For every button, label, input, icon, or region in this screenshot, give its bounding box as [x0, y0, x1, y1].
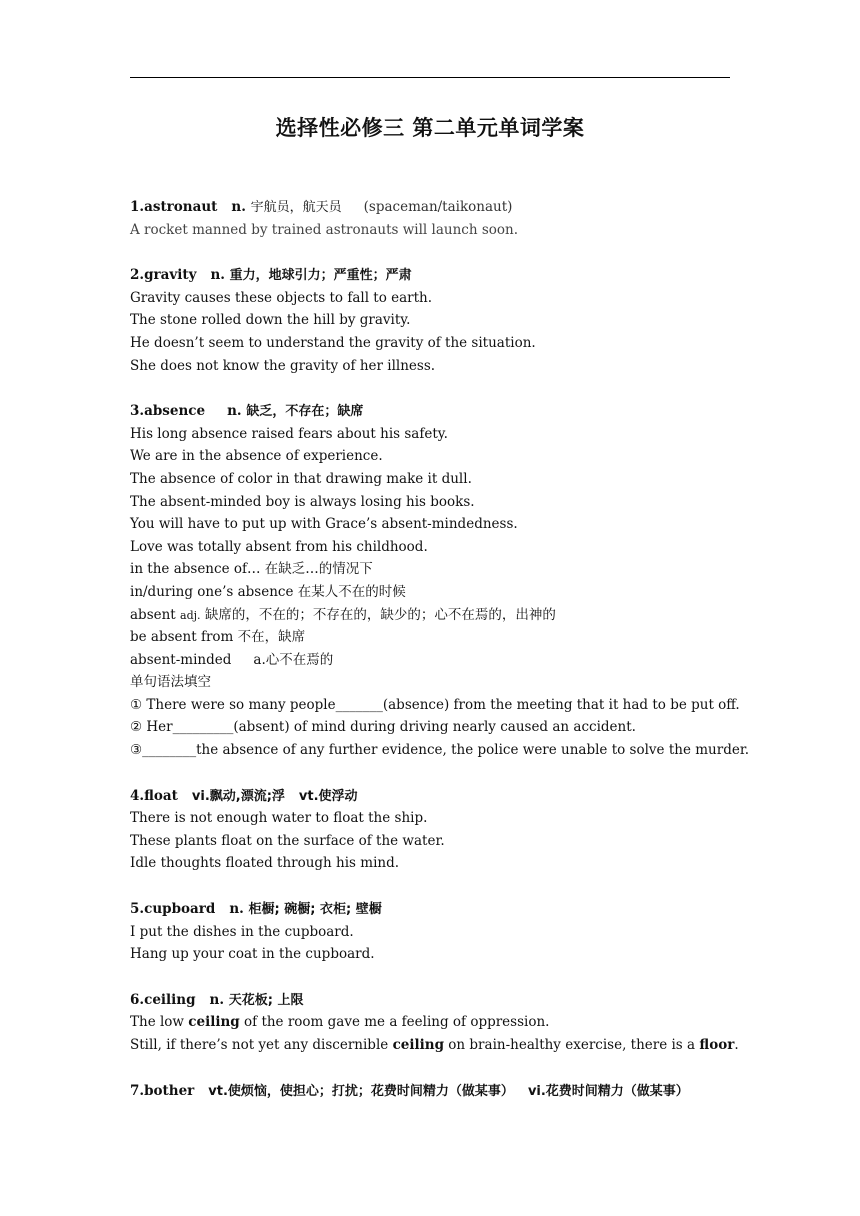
exercise-title: 单句语法填空	[130, 674, 211, 691]
entry-heading	[130, 196, 770, 219]
example-sentence: Idle thoughts floated through his mind.	[130, 855, 400, 872]
entry-absence	[130, 400, 770, 762]
example-sentence	[130, 1034, 770, 1057]
example-sentence: She does not know the gravity of her illness.	[130, 357, 436, 374]
phrase-meaning: 在某人不在的时候	[297, 583, 406, 600]
entry-heading	[130, 989, 770, 1012]
entry-pos-meaning: vt.使浮动	[298, 788, 358, 804]
entry-word: 6.ceiling	[130, 991, 196, 1008]
sentence-part: of the room gave me a feeling of oppression.	[239, 1014, 550, 1031]
sentence-part: Still, if there’s not yet any discernible	[130, 1037, 393, 1053]
sentence-part: The low	[130, 1014, 189, 1031]
phrase-line	[130, 558, 770, 581]
phrase: absent	[130, 606, 176, 623]
entry-word: 3.absence	[130, 403, 206, 420]
entry-float	[130, 785, 770, 875]
entry-pos: n.	[227, 403, 242, 420]
example-sentence: Love was totally absent from his childhood.	[130, 538, 428, 555]
entry-word: 2.gravity	[130, 267, 197, 284]
entry-meaning: 柜橱; 碗橱; 衣柜; 壁橱	[248, 902, 382, 918]
entry-word: 1.astronaut	[130, 199, 218, 215]
example-sentence: These plants float on the surface of the water.	[130, 832, 445, 849]
entry-pos: n.	[210, 267, 225, 284]
example-sentence: I put the dishes in the cupboard.	[130, 923, 354, 940]
phrase-meaning: 缺席的，不在的；不存在的，缺少的；心不在焉的，出神的	[204, 606, 556, 623]
phrase-meaning: 不在，缺席	[237, 629, 306, 646]
entry-heading	[130, 264, 770, 287]
phrase: in the absence of…	[130, 561, 261, 578]
sentence-part: .	[734, 1037, 739, 1053]
example-sentence: Hang up your coat in the cupboard.	[130, 946, 375, 963]
phrase: absent-minded	[130, 651, 232, 668]
entry-pos: n.	[209, 991, 225, 1008]
entry-meaning: 重力，地球引力；严重性；严肃	[229, 268, 412, 284]
example-sentence: Gravity causes these objects to fall to earth.	[130, 289, 433, 306]
entry-cupboard	[130, 898, 770, 966]
entry-pos-meaning: vt.使烦恼，使担心；打扰；花费时间精力（做某事）	[208, 1083, 514, 1099]
exercise-item: ② Her_________(absent) of mind during driving nearly caused an accident.	[130, 719, 636, 736]
entry-heading	[130, 785, 770, 808]
entry-word: 4.float	[130, 787, 178, 804]
keyword: floor	[699, 1037, 735, 1053]
example-sentence	[130, 1011, 770, 1034]
example-sentence: You will have to put up with Grace’s absent-mindedness.	[130, 516, 518, 533]
entry-gravity	[130, 264, 770, 377]
example-sentence: He doesn’t seem to understand the gravity of the situation.	[130, 334, 536, 351]
entry-heading	[130, 1080, 770, 1103]
entry-ceiling	[130, 989, 770, 1057]
example-sentence: The absence of color in that drawing make it dull.	[130, 470, 472, 487]
example-sentence: The stone rolled down the hill by gravity.	[130, 312, 411, 329]
phrase-line	[130, 604, 770, 627]
entry-astronaut	[130, 196, 770, 241]
phrase: in/during one’s absence	[130, 583, 294, 600]
exercise-item: ③________the absence of any further evidence, the police were unable to solve the murder.	[130, 742, 750, 759]
entry-bother	[130, 1080, 770, 1103]
example-sentence: The absent-minded boy is always losing his books.	[130, 493, 475, 510]
entry-word: 7.bother	[130, 1082, 195, 1099]
phrase-meaning: 在缺乏…的情况下	[264, 561, 373, 578]
phrase-pos: adj.	[180, 608, 201, 622]
vocab-list	[130, 196, 770, 1125]
exercise-item: ① There were so many people_______(absence) from the meeting that it had to be put off.	[130, 696, 740, 713]
phrase-meaning: a.心不在焉的	[253, 651, 334, 668]
phrase-line	[130, 649, 770, 672]
entry-synonyms: (spaceman/taikonaut)	[363, 199, 513, 215]
example-sentence: A rocket manned by trained astronauts will launch soon.	[130, 221, 518, 238]
sentence-part: on brain-healthy exercise, there is a	[444, 1037, 700, 1053]
entry-meaning: 宇航员，航天员	[250, 200, 342, 215]
example-sentence: We are in the absence of experience.	[130, 448, 383, 465]
keyword: ceiling	[188, 1014, 240, 1031]
entry-word: 5.cupboard	[130, 901, 216, 918]
keyword: ceiling	[392, 1037, 445, 1053]
phrase-line	[130, 581, 770, 604]
top-rule	[130, 77, 730, 78]
entry-heading	[130, 898, 770, 921]
entry-meaning: 缺乏，不存在；缺席	[246, 404, 364, 420]
entry-pos: n.	[231, 199, 246, 215]
entry-pos: n.	[229, 901, 244, 918]
example-sentence: His long absence raised fears about his safety.	[130, 425, 448, 442]
entry-pos-meaning: vi.花费时间精力（做某事）	[527, 1083, 689, 1099]
phrase: be absent from	[130, 629, 234, 646]
phrase-line	[130, 626, 770, 649]
entry-heading	[130, 400, 770, 423]
entry-meaning: 天花板; 上限	[228, 992, 304, 1008]
example-sentence: There is not enough water to float the ship.	[130, 810, 428, 827]
page-title: 选择性必修三 第二单元单词学案	[275, 116, 585, 140]
entry-pos-meaning: vi.飘动,漂流;浮	[191, 788, 285, 804]
